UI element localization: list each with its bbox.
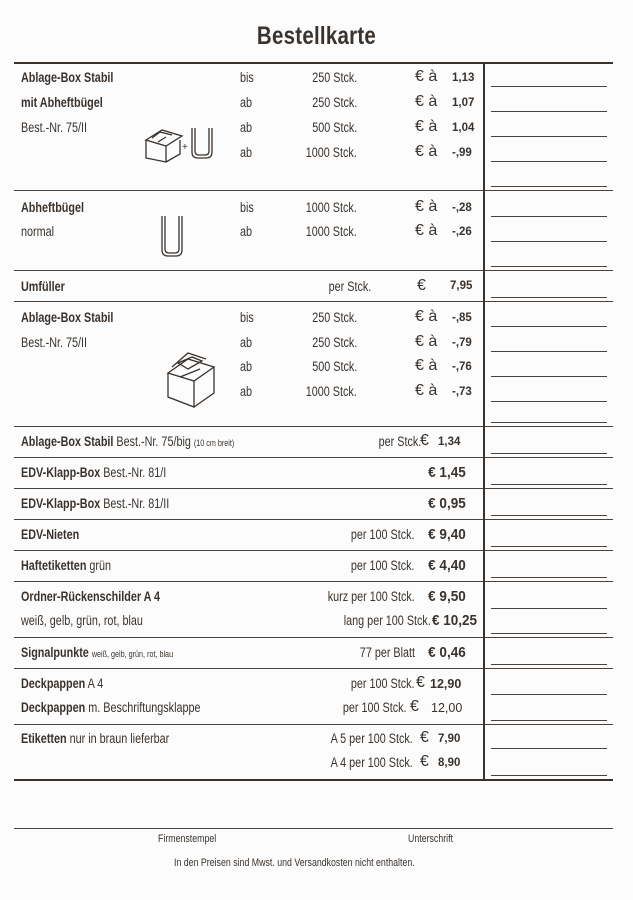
product-name: Deckpappen <box>21 700 86 715</box>
price: -,85 <box>452 312 472 324</box>
format-note: m. Beschriftungsklappe <box>88 700 201 715</box>
product-row <box>21 495 169 513</box>
qty-prefix: ab <box>240 384 253 399</box>
product-row <box>21 699 201 717</box>
write-line[interactable] <box>491 484 607 485</box>
write-line[interactable] <box>491 186 607 187</box>
price: 1,07 <box>452 97 475 109</box>
price: € 4,40 <box>428 557 466 574</box>
write-line[interactable] <box>491 633 607 634</box>
order-number: Best.-Nr. 81/I <box>103 465 167 480</box>
unit-label: per Stck. <box>328 279 371 294</box>
qty: 250 Stck. <box>311 95 357 110</box>
price: € 10,25 <box>431 612 477 629</box>
write-line[interactable] <box>491 664 607 665</box>
price: € 9,50 <box>428 588 466 605</box>
product-row <box>21 675 103 693</box>
unit-label: kurz per 100 Stck. <box>327 589 415 604</box>
price: 7,95 <box>450 280 473 292</box>
color-note: grün <box>89 558 112 573</box>
product-subtitle: normal <box>21 224 55 239</box>
product-name: Ablage-Box Stabil <box>21 310 114 325</box>
color-note: weiß, gelb, grün, rot, blau <box>21 613 143 628</box>
euro-label: € <box>416 674 425 691</box>
price: € 1,45 <box>428 464 466 481</box>
write-line[interactable] <box>491 694 607 695</box>
unit-label: per 100 Stck. <box>351 527 415 542</box>
write-line[interactable] <box>491 266 607 267</box>
unit-label: lang per 100 Stck. <box>343 613 431 628</box>
divider <box>14 519 613 520</box>
write-line[interactable] <box>491 453 607 454</box>
divider <box>14 301 613 302</box>
storage-box-icon <box>158 345 220 411</box>
write-line[interactable] <box>491 775 607 776</box>
euro-label: € <box>420 729 429 746</box>
product-name: Etiketten <box>21 731 67 746</box>
box-with-clip-icon <box>140 118 220 164</box>
product-name: Ordner-Rückenschilder A 4 <box>21 589 161 604</box>
write-line[interactable] <box>491 351 607 352</box>
euro-label: € à <box>415 333 438 350</box>
qty-prefix: ab <box>240 359 253 374</box>
price: -,26 <box>452 226 472 238</box>
divider <box>14 457 613 458</box>
price: 8,90 <box>438 757 461 769</box>
qty-prefix: bis <box>240 310 254 325</box>
write-line[interactable] <box>491 136 607 137</box>
write-line[interactable] <box>491 401 607 402</box>
page-title: Bestellkarte <box>256 22 377 50</box>
write-line[interactable] <box>491 422 607 423</box>
svg-text:+: + <box>182 142 188 153</box>
size-note: (10 cm breit) <box>193 438 235 448</box>
euro-label: € à <box>415 357 438 374</box>
product-name: Deckpappen <box>21 676 86 691</box>
product-name: EDV-Nieten <box>21 527 80 542</box>
euro-label: € <box>420 753 429 770</box>
divider <box>14 779 613 781</box>
qty: 500 Stck. <box>311 120 357 135</box>
unit-label: per Stck. <box>378 434 421 449</box>
product-row <box>21 730 169 748</box>
price: 1,13 <box>452 72 475 84</box>
write-line[interactable] <box>491 546 607 547</box>
unit-label: 77 per Blatt <box>359 645 415 660</box>
write-line[interactable] <box>491 515 607 516</box>
availability-note: nur in braun lieferbar <box>69 731 170 746</box>
column-divider <box>483 62 485 780</box>
unit-label: A 4 per 100 Stck. <box>330 755 413 770</box>
signature-line <box>14 828 613 829</box>
write-line[interactable] <box>491 326 607 327</box>
qty-prefix: bis <box>240 70 254 85</box>
price-disclaimer: In den Preisen sind Mwst. und Versandkosten nicht enthalten. <box>174 857 415 869</box>
euro-label: € à <box>415 93 438 110</box>
divider <box>14 581 613 582</box>
price: 1,04 <box>452 122 475 134</box>
product-name: EDV-Klapp-Box <box>21 465 101 480</box>
order-number: Best.-Nr. 75/II <box>21 120 88 135</box>
unit-label: per 100 Stck. <box>343 700 407 715</box>
qty-prefix: ab <box>240 120 253 135</box>
euro-label: € à <box>415 222 438 239</box>
euro-label: € à <box>415 143 438 160</box>
divider <box>14 270 613 271</box>
price: 1,34 <box>438 436 461 448</box>
euro-label: € à <box>415 68 438 85</box>
price: 7,90 <box>438 733 461 745</box>
price: € 0,95 <box>428 495 466 512</box>
divider <box>14 668 613 669</box>
euro-label: € <box>417 277 426 294</box>
divider <box>14 62 613 64</box>
write-line[interactable] <box>491 376 607 377</box>
divider <box>14 190 613 191</box>
product-name: Umfüller <box>21 279 65 294</box>
unit-label: per 100 Stck. <box>351 558 415 573</box>
qty: 500 Stck. <box>311 359 357 374</box>
qty-prefix: ab <box>240 335 253 350</box>
price: € 0,46 <box>428 644 466 661</box>
company-stamp-label: Firmenstempel <box>158 833 217 845</box>
unit-label: per 100 Stck. <box>351 676 415 691</box>
product-row <box>21 644 173 663</box>
qty-prefix: ab <box>240 95 253 110</box>
write-line[interactable] <box>491 161 607 162</box>
write-line[interactable] <box>491 748 607 749</box>
qty: 1000 Stck. <box>305 384 357 399</box>
qty: 1000 Stck. <box>305 145 357 160</box>
qty-prefix: bis <box>240 200 254 215</box>
qty: 1000 Stck. <box>305 224 357 239</box>
format-note: A 4 <box>87 676 104 691</box>
price: -,79 <box>452 337 472 349</box>
qty-prefix: ab <box>240 145 253 160</box>
write-line[interactable] <box>491 720 607 721</box>
write-line[interactable] <box>491 86 607 87</box>
price: 12,00 <box>431 701 463 715</box>
order-number: Best.-Nr. 75/II <box>21 335 88 350</box>
product-name: Haftetiketten <box>21 558 87 573</box>
product-name: Abheftbügel <box>21 200 84 215</box>
product-name: Ablage-Box Stabil <box>21 70 114 85</box>
price: € 9,40 <box>428 526 466 543</box>
euro-label: € à <box>415 308 438 325</box>
order-number: Best.-Nr. 81/II <box>103 496 170 511</box>
qty: 1000 Stck. <box>305 200 357 215</box>
divider <box>14 550 613 551</box>
price: -,28 <box>452 202 472 214</box>
qty: 250 Stck. <box>311 310 357 325</box>
product-subtitle: mit Abheftbügel <box>21 95 103 110</box>
color-note: weiß, gelb, grün, rot, blau <box>91 649 174 659</box>
write-line[interactable] <box>491 216 607 217</box>
price: -,99 <box>452 147 472 159</box>
divider <box>14 637 613 638</box>
qty: 250 Stck. <box>311 335 357 350</box>
qty-prefix: ab <box>240 224 253 239</box>
product-name: EDV-Klapp-Box <box>21 496 101 511</box>
divider <box>14 724 613 725</box>
price: -,76 <box>452 361 472 373</box>
price: -,73 <box>452 386 472 398</box>
qty: 250 Stck. <box>311 70 357 85</box>
divider <box>14 426 613 427</box>
binding-clip-icon <box>157 212 187 262</box>
product-name: Signalpunkte <box>21 645 89 660</box>
product-row <box>21 464 166 482</box>
divider <box>14 488 613 489</box>
euro-label: € <box>420 432 429 449</box>
product-row <box>21 557 111 575</box>
price: 12,90 <box>430 677 462 691</box>
euro-label: € à <box>415 198 438 215</box>
signature-label: Unterschrift <box>408 833 453 845</box>
product-row <box>21 433 234 452</box>
order-number: Best.-Nr. 75/big <box>116 434 191 449</box>
euro-label: € <box>410 698 419 715</box>
euro-label: € à <box>415 118 438 135</box>
write-line[interactable] <box>491 608 607 609</box>
euro-label: € à <box>415 382 438 399</box>
write-line[interactable] <box>491 241 607 242</box>
product-name: Ablage-Box Stabil <box>21 434 114 449</box>
write-line[interactable] <box>491 297 607 298</box>
unit-label: A 5 per 100 Stck. <box>330 731 413 746</box>
write-line[interactable] <box>491 111 607 112</box>
write-line[interactable] <box>491 577 607 578</box>
